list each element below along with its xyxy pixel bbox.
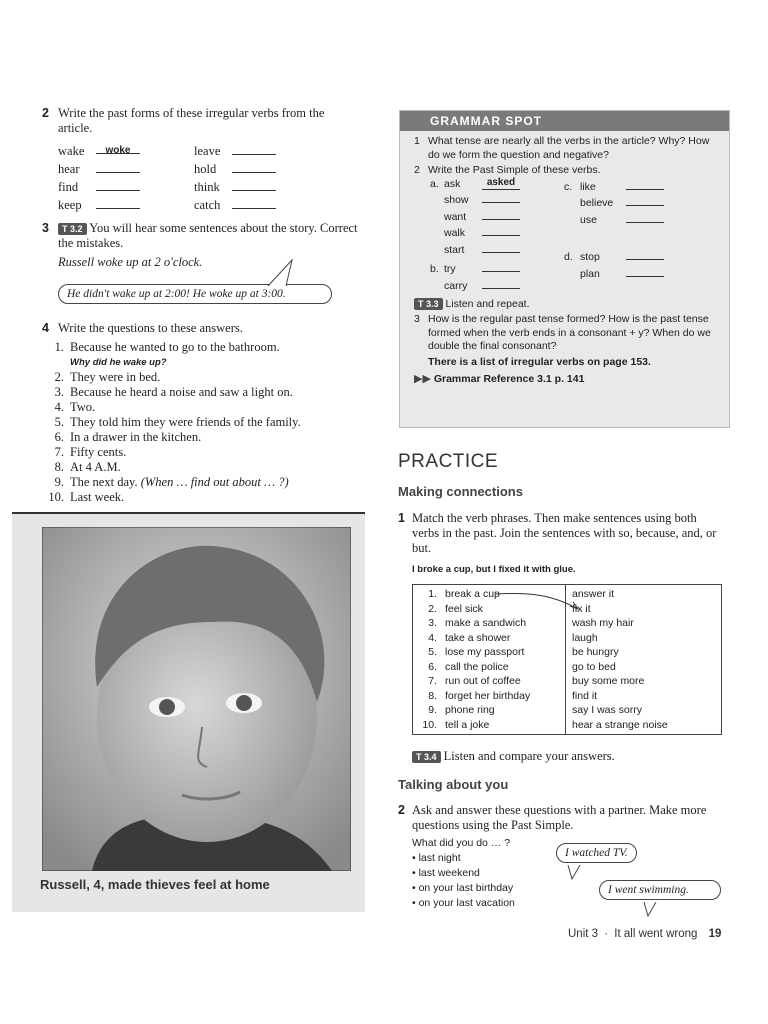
answer-blank[interactable]	[96, 179, 140, 191]
grammar-spot-box	[399, 110, 730, 428]
right-column	[566, 585, 722, 735]
answer-blank[interactable]	[482, 208, 520, 220]
exercise-number: 2	[42, 106, 49, 120]
bubble-tail	[566, 865, 586, 881]
double-arrow-icon: ▶▶	[414, 373, 431, 385]
list-item: • on your last vacation	[412, 897, 515, 909]
speech-bubble: I went swimming.	[599, 880, 721, 900]
practice-exercise-2: 2 Ask and answer these questions with a partner. Make more questions using the Past Simple.	[398, 803, 722, 833]
verb-group-c: c. like believe use	[564, 178, 664, 228]
left-phrase: 9. phone ring	[428, 704, 495, 716]
section-heading: Talking about you	[398, 777, 509, 792]
verb-row: wake woke	[58, 142, 140, 160]
right-phrase: be hungry	[572, 646, 619, 658]
speech-bubble: I watched TV.	[556, 843, 637, 863]
verb-grid	[414, 178, 719, 296]
grammar-question: 2 Write the Past Simple of these verbs.	[414, 164, 601, 176]
list-item: 5. They told him they were friends of the family.	[54, 415, 301, 429]
right-phrase: laugh	[572, 631, 598, 644]
right-phrase: wash my hair	[572, 617, 634, 629]
left-phrase: 3. make a sandwich	[428, 617, 527, 629]
grammar-reference-link[interactable]: ▶▶ Grammar Reference 3.1 p. 141	[414, 373, 585, 385]
page-number: 19	[708, 928, 722, 940]
answer-blank[interactable]	[626, 194, 664, 206]
bubble-text: He didn't wake up at 2:00! He woke up at 3:00.	[67, 288, 286, 300]
hint: (When … find out about … ?)	[140, 475, 289, 489]
verb-row: catch	[194, 196, 276, 214]
answer-blank[interactable]	[482, 277, 520, 289]
list-item	[42, 355, 360, 370]
list-item: 6. In a drawer in the kitchen.	[54, 430, 202, 444]
question-prompt: What did you do … ? • last night • last weekend • on your last birthday • on your last vacation	[412, 837, 515, 909]
list-item: 10. Last week.	[48, 490, 125, 504]
left-phrase: 10. tell a joke	[422, 718, 490, 731]
right-phrase: hear a strange noise	[572, 718, 668, 731]
exercise-4	[42, 321, 360, 505]
left-phrase: 4. take a shower	[428, 631, 511, 644]
left-phrase: 5. lose my passport	[428, 646, 525, 658]
grammar-spot-title: GRAMMAR SPOT	[400, 111, 729, 131]
right-phrase: say I was sorry	[572, 704, 643, 716]
audio-track-badge[interactable]: T 3.3	[414, 298, 443, 310]
practice-exercise-1: 1 Match the verb phrases. Then make sentences using both verbs in the past. Join the sentences with so, because, and, or but. I broke a cup, but I fixed it with glue.	[398, 511, 717, 575]
verb-row: hear	[58, 160, 140, 178]
exercise-3	[42, 221, 360, 270]
answer-blank[interactable]	[232, 143, 276, 155]
verb-list-left	[58, 142, 140, 214]
left-phrase: 7. run out of coffee	[428, 675, 521, 687]
irregular-note: There is a list of irregular verbs on page 153.	[428, 355, 651, 368]
list-item: 4. Two.	[54, 400, 96, 414]
right-phrase: answer it	[572, 588, 615, 600]
list-item: • last weekend	[412, 867, 480, 879]
right-phrase: find it	[572, 689, 598, 702]
audio-track-badge[interactable]: T 3.4	[412, 751, 441, 763]
list-item: • last night	[412, 852, 461, 864]
bubble-tail	[266, 258, 296, 288]
left-phrase: 1. break a cup	[428, 588, 500, 600]
answer-blank[interactable]	[626, 211, 664, 223]
answer-blank[interactable]	[482, 241, 520, 253]
listen-line: T 3.3 Listen and repeat.	[414, 298, 719, 312]
bubble-tail	[642, 902, 662, 918]
exercise-number: 4	[42, 321, 49, 335]
left-phrase: 6. call the police	[428, 660, 509, 673]
exercise-instruction: You will hear some sentences about the story. Correct the mistakes.	[58, 221, 358, 250]
right-phrase: go to bed	[572, 660, 616, 673]
verb-group-d: d. stop plan	[564, 248, 664, 281]
model-answer: Why did he wake up?	[70, 357, 167, 368]
connector-line	[494, 590, 584, 612]
answer-blank[interactable]	[96, 197, 140, 209]
answer-blank[interactable]	[232, 179, 276, 191]
verb-row: think	[194, 178, 276, 196]
practice-heading: PRACTICE	[398, 451, 499, 472]
answer-blank[interactable]: asked	[482, 178, 520, 190]
left-phrase: 8. forget her birthday	[428, 689, 531, 702]
verb-row: keep	[58, 196, 140, 214]
grammar-question: 3 How is the regular past tense formed? How is the past tense formed when the verb ends in a consonant + y? When do we double the final consonant?	[414, 313, 711, 352]
section-heading: Making connections	[398, 484, 523, 499]
unit-title: It all went wrong	[614, 928, 698, 940]
right-phrase: buy some more	[572, 675, 645, 687]
answer-blank[interactable]	[482, 224, 520, 236]
exercise-instruction: Write the questions to these answers.	[58, 321, 243, 335]
exercise-instruction: Write the past forms of these irregular verbs from the article.	[58, 106, 325, 135]
left-phrase: 2. feel sick	[428, 602, 483, 615]
verb-row: find	[58, 178, 140, 196]
answer-blank[interactable]	[626, 248, 664, 260]
list-item: 7. Fifty cents.	[54, 445, 127, 459]
exercise-number: 3	[42, 221, 49, 235]
answer-blank[interactable]	[232, 197, 276, 209]
verb-row: leave	[194, 142, 276, 160]
answer-blank[interactable]: woke	[96, 142, 140, 154]
right-phrase: fix it	[572, 602, 591, 615]
page-footer: Unit 3 · It all went wrong 19	[568, 928, 722, 940]
audio-track-badge[interactable]: T 3.2	[58, 223, 87, 235]
exercise-instruction: Match the verb phrases. Then make sentences using both verbs in the past. Join the sentences with so, because, and, or but.	[412, 511, 717, 555]
answer-blank[interactable]	[482, 191, 520, 203]
verb-list-right	[194, 142, 276, 214]
listen-compare: T 3.4 Listen and compare your answers.	[412, 749, 615, 764]
grammar-question: 1 What tense are nearly all the verbs in the article? Why? How do we form the question and negative?	[414, 135, 710, 161]
question-list	[42, 340, 360, 505]
unit-label: Unit 3	[568, 928, 599, 940]
model-answer: I broke a cup, but I fixed it with glue.	[412, 564, 576, 575]
list-item: 3. Because he heard a noise and saw a light on.	[54, 385, 293, 399]
answer-blank[interactable]	[482, 260, 520, 272]
answer-blank[interactable]	[96, 161, 140, 173]
list-item: • on your last birthday	[412, 882, 514, 894]
verb-row: hold	[194, 160, 276, 178]
photo-caption: Russell, 4, made thieves feel at home	[40, 877, 270, 892]
list-item: 2. They were in bed.	[54, 370, 161, 384]
list-item: 1. Because he wanted to go to the bathroom.	[54, 340, 280, 354]
list-item: 8. At 4 A.M.	[54, 460, 121, 474]
exercise-instruction: Ask and answer these questions with a partner. Make more questions using the Past Simple.	[412, 803, 707, 832]
example-sentence: Russell woke up at 2 o'clock.	[58, 255, 203, 269]
answer-blank[interactable]	[626, 265, 664, 277]
boy-photo	[42, 527, 351, 871]
answer-blank[interactable]	[232, 161, 276, 173]
verb-group-a: a. ask asked show want walk start b. try carry	[430, 178, 520, 294]
list-item: 9. The next day. (When … find out about … ?)	[54, 475, 289, 489]
answer-blank[interactable]	[626, 178, 664, 190]
exercise-2	[42, 106, 360, 136]
